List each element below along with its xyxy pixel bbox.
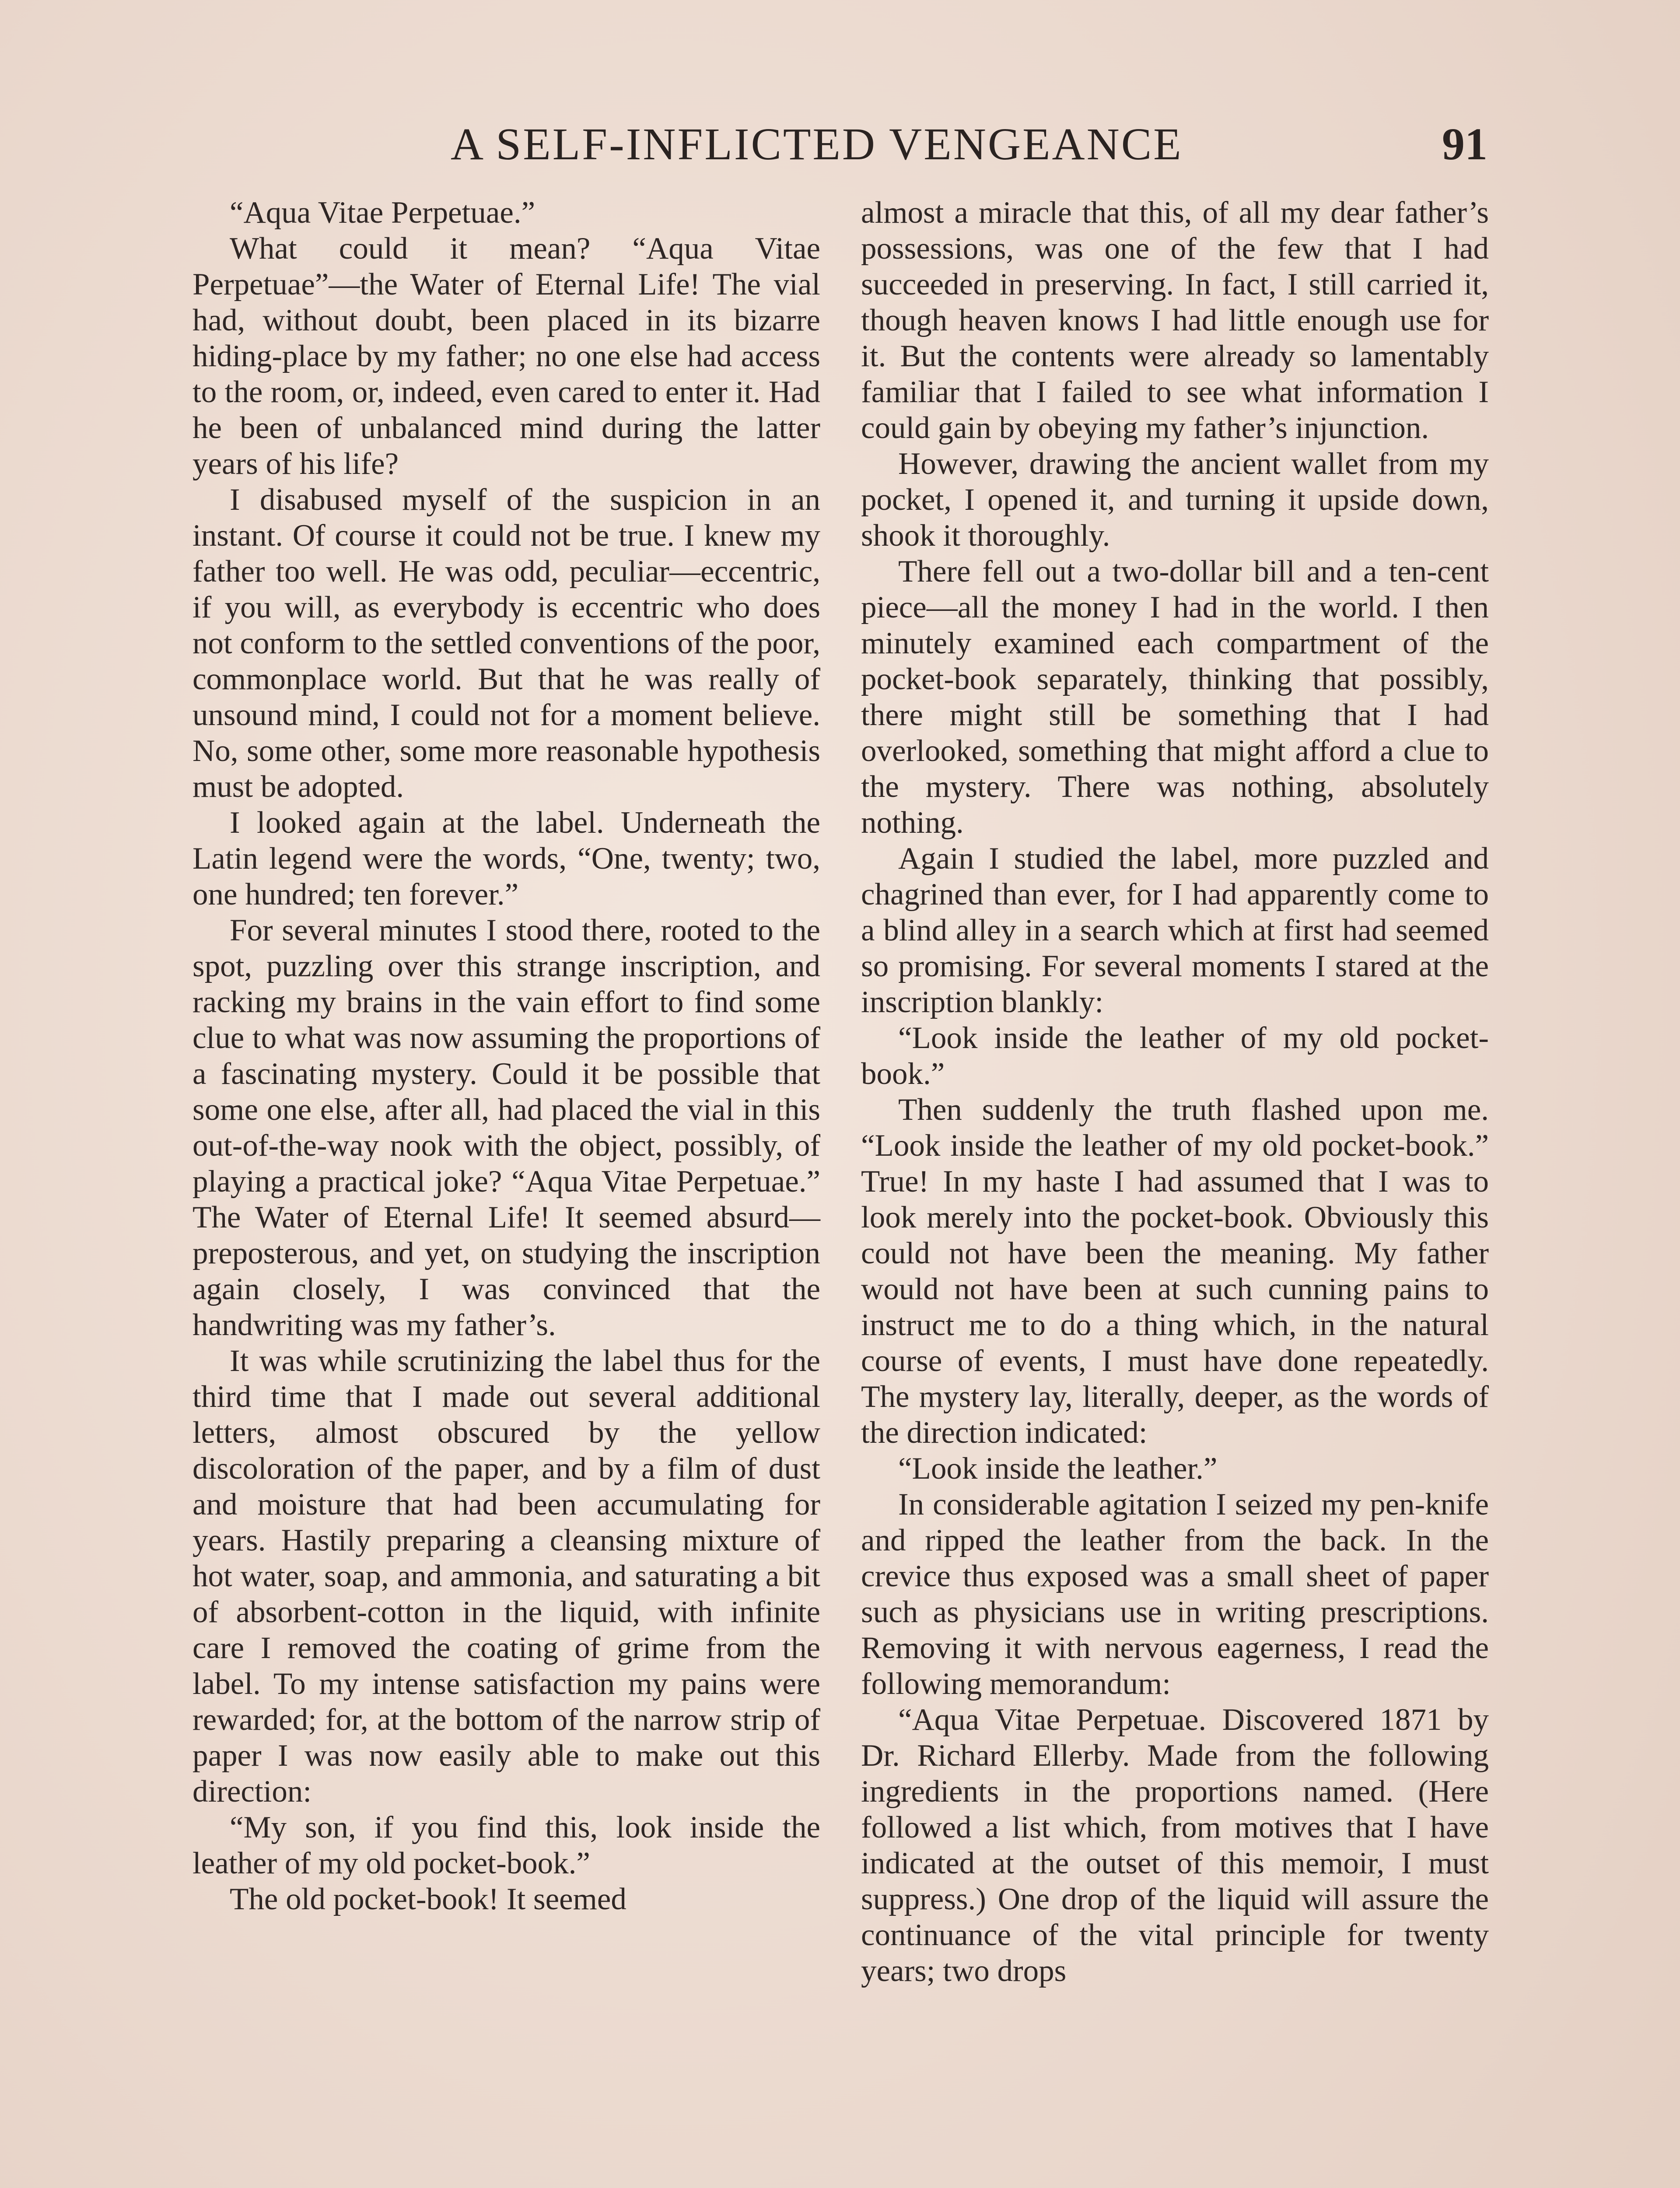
paragraph: “Aqua Vitae Perpetuae. Discovered 1871 by Dr. Richard Ellerby. Made from the following ingredients in the proportions named. (Here followed a list which, from motives that I have indicated at the outset of this memoir, I must suppress.) One drop of the liquid will assure the continuance of the vital principle for twenty years; two drops	[861, 1703, 1489, 1988]
paragraph: In considerable agitation I seized my pen-knife and ripped the leather from the back. In the crevice thus exposed was a small sheet of paper such as physicians use in writing prescriptions. Removing it with nervous eagerness, I read the following memorandum:	[861, 1487, 1489, 1701]
running-title: A SELF-INFLICTED VENGEANCE	[451, 119, 1183, 169]
page-header	[192, 118, 1488, 171]
page-number: 91	[1442, 119, 1488, 169]
paragraph: “Look inside the leather of my old pocket-book.”	[861, 1021, 1489, 1091]
paragraph: Again I studied the label, more puzzled and chagrined than ever, for I had apparently come to a blind alley in a search which at first had seemed so promising. For several moments I stared at the inscription blankly:	[861, 842, 1489, 1019]
paragraph: There fell out a two-dollar bill and a ten-cent piece—all the money I had in the world. I then minutely examined each compartment of the pocket-book separately, thinking that possibly, there might still be something that I had overlooked, something that might afford a clue to the mystery. There was nothing, absolutely nothing.	[861, 554, 1489, 840]
paragraph: “My son, if you find this, look inside the leather of my old pocket-book.”	[192, 1810, 820, 1880]
paragraph-continued: almost a miracle that this, of all my dear father’s possessions, was one of the few that I had succeeded in preserving. In fact, I still carried it, though heaven knows I had little enough use for it. But the contents were already so lamentably familiar that I failed to see what information I could gain by obeying my father’s injunction.	[861, 196, 1489, 445]
paragraph: It was while scrutinizing the label thus for the third time that I made out several additional letters, almost obscured by the yellow discoloration of the paper, and by a film of dust and moisture that had been accumulating for years. Hastily preparing a cleansing mixture of hot water, soap, and ammonia, and saturating a bit of absorbent-cotton in the liquid, with infinite care I removed the coating of grime from the label. To my intense satisfaction my pains were rewarded; for, at the bottom of the narrow strip of paper I was now easily able to make out this direction:	[192, 1344, 820, 1809]
paragraph: I looked again at the label. Underneath the Latin legend were the words, “One, twenty; two, one hundred; ten forever.”	[192, 806, 820, 912]
right-column	[861, 195, 1489, 1989]
paragraph: What could it mean? “Aqua Vitae Perpetuae”—the Water of Eternal Life! The vial had, without doubt, been placed in its bizarre hiding-place by my father; no one else had access to the room, or, indeed, even cared to enter it. Had he been of unbalanced mind during the latter years of his life?	[192, 231, 820, 481]
paragraph: “Look inside the leather.”	[898, 1452, 1218, 1486]
paragraph: However, drawing the ancient wallet from my pocket, I opened it, and turning it upside down, shook it thoroughly.	[861, 447, 1489, 553]
paragraph: The old pocket-book! It seemed	[230, 1882, 626, 1916]
left-column	[192, 195, 820, 1917]
paragraph: I disabused myself of the suspicion in an instant. Of course it could not be true. I knew my father too well. He was odd, peculiar—eccentric, if you will, as everybody is eccentric who does not conform to the settled conventions of the poor, commonplace world. But that he was really of unsound mind, I could not for a moment believe. No, some other, some more reasonable hypothesis must be adopted.	[192, 483, 820, 804]
paragraph: Then suddenly the truth flashed upon me. “Look inside the leather of my old pocket-book.” True! In my haste I had assumed that I was to look merely into the pocket-book. Obviously this could not have been the meaning. My father would not have been at such cunning pains to instruct me to do a thing which, in the natural course of events, I must have done repeatedly. The mystery lay, literally, deeper, as the words of the direction indicated:	[861, 1093, 1489, 1450]
paragraph: “Aqua Vitae Perpetuae.”	[230, 196, 536, 230]
paragraph: For several minutes I stood there, rooted to the spot, puzzling over this strange inscription, and racking my brains in the vain effort to find some clue to what was now assuming the proportions of a fascinating mystery. Could it be possible that some one else, after all, had placed the vial in this out-of-the-way nook with the object, possibly, of playing a practical joke? “Aqua Vitae Perpetuae.” The Water of Eternal Life! It seemed absurd—preposterous, and yet, on studying the inscription again closely, I was convinced that the handwriting was my father’s.	[192, 913, 820, 1342]
